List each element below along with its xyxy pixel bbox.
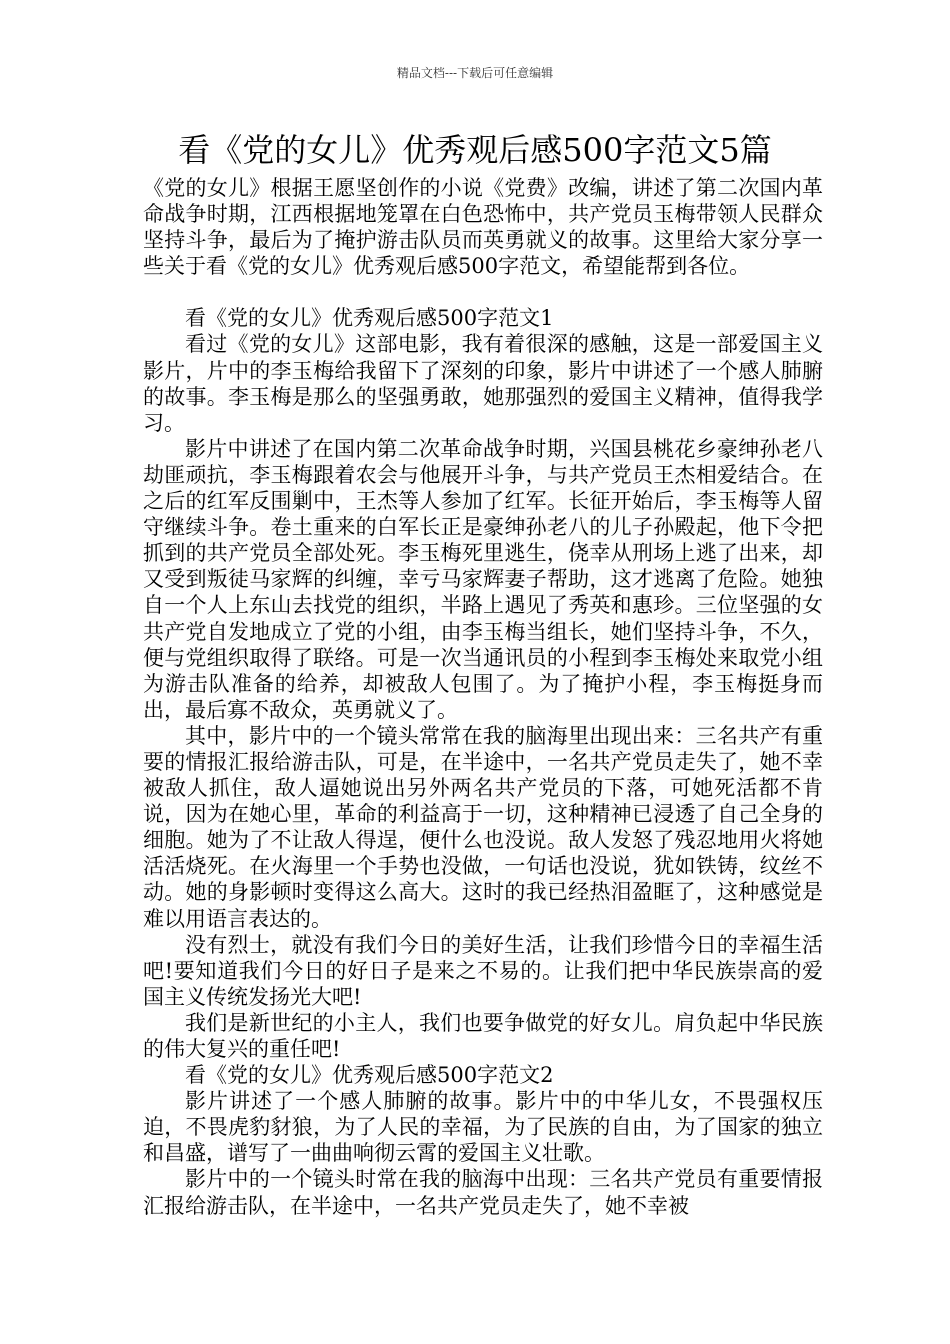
paragraph: 其中，影片中的一个镜头常常在我的脑海里出现出来：三名共产有重要的情报汇报给游击队，可是，在半途中，一名共产党员走失了，她不幸被敌人抓住，敌人逼她说出另外两名共产党员的下落，可她死活都不肯说，因为在她心里，革命的利益高于一切，这种精神已浸透了自己全身的细胞。她为了不让敌人得逞，便什么也没说。敌人发怒了残忍地用火将她活活烧死。在火海里一个手势也没做，一句话也没说，犹如铁铸，纹丝不动。她的身影顿时变得这么高大。这时的我已经热泪盈眶了，这种感觉是难以用语言表达的。 <box>143 723 823 931</box>
paragraph: 看过《党的女儿》这部电影，我有着很深的感触，这是一部爱国主义影片，片中的李玉梅给我留下了深刻的印象，影片中讲述了一个感人肺腑的故事。李玉梅是那么的坚强勇敢，她那强烈的爱国主义精神，值得我学习。 <box>143 332 823 435</box>
paragraph: 我们是新世纪的小主人，我们也要争做党的好女儿。肩负起中华民族的伟大复兴的重任吧! <box>143 1010 823 1061</box>
paragraph-spacer <box>143 279 823 305</box>
intro-paragraph: 《党的女儿》根据王愿坚创作的小说《党费》改编，讲述了第二次国内革命战争时期，江西根据地笼罩在白色恐怖中，共产党员玉梅带领人民群众坚持斗争，最后为了掩护游击队员而英勇就义的故事。这里给大家分享一些关于看《党的女儿》优秀观后感500字范文，希望能帮到各位。 <box>143 176 823 279</box>
paragraph: 影片中讲述了在国内第二次革命战争时期，兴国县桃花乡豪绅孙老八劫匪顽抗，李玉梅跟着农会与他展开斗争，与共产党员王杰相爱结合。在之后的红军反围剿中，王杰等人参加了红军。长征开始后，李玉梅等人留守继续斗争。卷土重来的白军长正是豪绅孙老八的儿子孙殿起，他下令把抓到的共产党员全部处死。李玉梅死里逃生，侥幸从刑场上逃了出来，却又受到叛徒马家辉的纠缠，幸亏马家辉妻子帮助，这才逃离了危险。她独自一个人上东山去找党的组织，半路上遇见了秀英和惠珍。三位坚强的女共产党自发地成立了党的小组，由李玉梅当组长，她们坚持斗争，不久，便与党组织取得了联络。可是一次当通讯员的小程到李玉梅处来取党小组为游击队准备的给养，却被敌人包围了。为了掩护小程，李玉梅挺身而出，最后寡不敌众，英勇就义了。 <box>143 436 823 722</box>
section-heading: 看《党的女儿》优秀观后感500字范文1 <box>185 306 554 331</box>
paragraph: 影片中的一个镜头时常在我的脑海中出现：三名共产党员有重要情报汇报给游击队，在半途中，一名共产党员走失了，她不幸被 <box>143 1167 823 1218</box>
page-header: 精品文档---下载后可任意编辑 <box>396 66 554 80</box>
document-body <box>143 175 823 1219</box>
paragraph: 影片讲述了一个感人肺腑的故事。影片中的中华儿女，不畏强权压迫，不畏虎豹豺狼，为了人民的幸福，为了民族的自由，为了国家的独立和昌盛，谱写了一曲曲响彻云霄的爱国主义壮歌。 <box>143 1089 823 1166</box>
document-title: 看《党的女儿》优秀观后感500字范文5篇 <box>178 131 772 169</box>
section-heading: 看《党的女儿》优秀观后感500字范文2 <box>185 1063 554 1088</box>
paragraph: 没有烈士，就没有我们今日的美好生活，让我们珍惜今日的幸福生活吧!要知道我们今日的好日子是来之不易的。让我们把中华民族崇高的爱国主义传统发扬光大吧! <box>143 932 823 1009</box>
